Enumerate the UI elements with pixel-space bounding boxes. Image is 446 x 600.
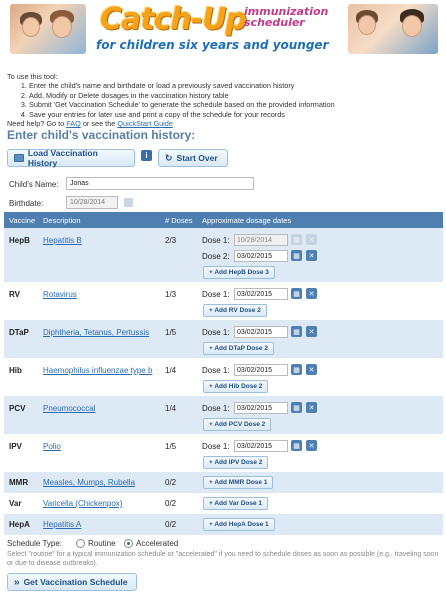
- start-over-button[interactable]: ↻ Start Over: [158, 149, 228, 167]
- header-photo-children-left: [10, 4, 86, 54]
- vaccine-table-header: [4, 212, 443, 228]
- dose-label: Dose 2:: [202, 252, 230, 261]
- section-title: Enter child's vaccination history:: [7, 128, 196, 142]
- dose-label: Dose 1:: [202, 442, 230, 451]
- folder-icon: [14, 154, 24, 162]
- calendar-icon[interactable]: ▦: [291, 326, 302, 337]
- calendar-icon[interactable]: ▦: [291, 250, 302, 261]
- delete-icon[interactable]: ✕: [306, 234, 317, 245]
- birthdate-input[interactable]: 10/28/2014: [66, 196, 118, 209]
- dose-count: 1/5: [165, 442, 177, 451]
- child-name-label: Child's Name:: [9, 180, 59, 189]
- vaccine-code: RV: [9, 290, 20, 299]
- dose-count: 1/3: [165, 290, 177, 299]
- instructions: To use this tool: 1. Enter the child's name and birthdate or load a previously saved vaccination history 2. Add, Modify or Delete dosages in the vaccination history table 3. Submit 'Get Vaccination Schedule' to generate the schedule based on the provided information 4. Save your entries for later use and print a copy of the schedule for your records Need help? Go to FAQ or see the QuickStart Guide: [7, 72, 439, 128]
- vaccine-code: PCV: [9, 404, 26, 413]
- table-row-var: [4, 493, 443, 514]
- vaccine-description-link[interactable]: Rotavirus: [43, 290, 77, 299]
- dose-count: 0/2: [165, 520, 177, 529]
- table-row-ipv: [4, 434, 443, 472]
- calendar-icon[interactable]: ▦: [291, 364, 302, 375]
- calendar-icon[interactable]: ▦: [291, 234, 302, 245]
- vaccine-code: MMR: [9, 478, 29, 487]
- vaccine-code: HepB: [9, 236, 30, 245]
- schedule-type-label: Schedule Type:: [7, 539, 63, 548]
- add-dose-button[interactable]: + Add Hib Dose 2: [203, 380, 268, 393]
- table-row-pcv: [4, 396, 443, 434]
- dose-date-input[interactable]: 03/02/2015: [234, 288, 288, 300]
- chevron-right-icon: »: [14, 576, 20, 588]
- instruction-step: 2. Add, Modify or Delete dosages in the vaccination history table: [29, 91, 439, 100]
- birthdate-label: Birthdate:: [9, 199, 44, 208]
- dose-date-input[interactable]: 03/02/2015: [234, 250, 288, 262]
- instruction-step: 1. Enter the child's name and birthdate or load a previously saved vaccination history: [29, 81, 439, 90]
- dose-label: Dose 1:: [202, 236, 230, 245]
- dose-count: 1/5: [165, 328, 177, 337]
- col-dates: Approximate dosage dates: [202, 216, 292, 225]
- dose-label: Dose 1:: [202, 404, 230, 413]
- add-dose-button[interactable]: + Add Var Dose 1: [203, 497, 268, 510]
- instruction-step: 4. Save your entries for later use and print a copy of the schedule for your records: [29, 110, 439, 119]
- vaccine-code: IPV: [9, 442, 22, 451]
- col-description: Description: [43, 216, 81, 225]
- help-line: Need help? Go to FAQ or see the QuickStart Guide: [7, 119, 173, 129]
- add-dose-button[interactable]: + Add PCV Dose 2: [203, 418, 271, 431]
- vaccine-code: HepA: [9, 520, 30, 529]
- delete-icon[interactable]: ✕: [306, 364, 317, 375]
- dose-date-input[interactable]: 03/02/2015: [234, 402, 288, 414]
- delete-icon[interactable]: ✕: [306, 402, 317, 413]
- calendar-icon[interactable]: [124, 198, 133, 207]
- logo-subtitle: immunization scheduler: [244, 5, 329, 29]
- vaccine-description-link[interactable]: Hepatitis A: [43, 520, 82, 529]
- calendar-icon[interactable]: ▦: [291, 288, 302, 299]
- logo-tagline: for children six years and younger: [96, 38, 329, 52]
- instruction-step: 3. Submit 'Get Vaccination Schedule' to generate the schedule based on the provided information: [29, 100, 439, 109]
- add-dose-button[interactable]: + Add HepA Dose 1: [203, 518, 275, 531]
- schedule-type-note: Select "routine" for a typical immunization schedule or "accelerated" if you need to schedule doses as soon as possible (e.g., traveling soon or due to disease outbreaks).: [7, 551, 439, 567]
- table-row-dtap: [4, 320, 443, 358]
- delete-icon[interactable]: ✕: [306, 250, 317, 261]
- add-dose-button[interactable]: + Add HepB Dose 3: [203, 266, 275, 279]
- get-schedule-button[interactable]: » Get Vaccination Schedule: [7, 573, 137, 591]
- dose-label: Dose 1:: [202, 328, 230, 337]
- vaccine-code: DTaP: [9, 328, 29, 337]
- quickstart-guide-link[interactable]: QuickStart Guide: [117, 119, 173, 129]
- dose-date-input[interactable]: 03/02/2015: [234, 364, 288, 376]
- logo-title: Catch-Up: [100, 2, 247, 37]
- routine-radio-label[interactable]: Routine: [88, 539, 116, 548]
- table-row-hib: [4, 358, 443, 396]
- dose-count: 0/2: [165, 499, 177, 508]
- delete-icon[interactable]: ✕: [306, 440, 317, 451]
- faq-link[interactable]: FAQ: [66, 119, 81, 129]
- dose-date-input[interactable]: 03/02/2015: [234, 326, 288, 338]
- load-history-button[interactable]: Load Vaccination History: [7, 149, 135, 167]
- table-row-hepb: [4, 228, 443, 282]
- dose-count: 2/3: [165, 236, 177, 245]
- dose-label: Dose 1:: [202, 366, 230, 375]
- refresh-icon: ↻: [165, 152, 173, 163]
- delete-icon[interactable]: ✕: [306, 288, 317, 299]
- routine-radio[interactable]: [76, 539, 85, 548]
- child-name-input[interactable]: Jonas: [66, 177, 254, 190]
- calendar-icon[interactable]: ▦: [291, 440, 302, 451]
- dose-count: 1/4: [165, 404, 177, 413]
- vaccine-description-link[interactable]: Hepatitis B: [43, 236, 82, 245]
- vaccine-code: Var: [9, 499, 22, 508]
- vaccine-description-link[interactable]: Diphtheria, Tetanus, Pertussis: [43, 328, 150, 337]
- dose-date-input[interactable]: 03/02/2015: [234, 440, 288, 452]
- calendar-icon[interactable]: ▦: [291, 402, 302, 413]
- col-vaccine: Vaccine: [9, 216, 36, 225]
- add-dose-button[interactable]: + Add DTaP Dose 2: [203, 342, 274, 355]
- vaccine-code: Hib: [9, 366, 22, 375]
- app-header: [0, 0, 446, 62]
- table-row-hepa: [4, 514, 443, 535]
- delete-icon[interactable]: ✕: [306, 326, 317, 337]
- info-icon[interactable]: i: [141, 150, 152, 161]
- vaccine-description-link[interactable]: Haemophilus influenzae type b: [43, 366, 153, 375]
- table-row-rv: [4, 282, 443, 320]
- add-dose-button[interactable]: + Add RV Dose 2: [203, 304, 267, 317]
- col-doses: # Doses: [165, 216, 193, 225]
- dose-date-input[interactable]: 10/28/2014: [234, 234, 288, 246]
- add-dose-button[interactable]: + Add MMR Dose 1: [203, 476, 273, 489]
- dose-count: 1/4: [165, 366, 177, 375]
- table-row-mmr: [4, 472, 443, 493]
- accelerated-radio[interactable]: [124, 539, 133, 548]
- add-dose-button[interactable]: + Add IPV Dose 2: [203, 456, 268, 469]
- vaccine-description-link[interactable]: Pneumococcal: [43, 404, 96, 413]
- vaccine-description-link[interactable]: Measles, Mumps, Rubella: [43, 478, 136, 487]
- vaccine-description-link[interactable]: Polio: [43, 442, 61, 451]
- dose-label: Dose 1:: [202, 290, 230, 299]
- vaccine-description-link[interactable]: Varicella (Chickenpox): [43, 499, 123, 508]
- header-photo-children-right: [348, 4, 438, 54]
- accelerated-radio-label[interactable]: Accelerated: [136, 539, 179, 548]
- dose-count: 0/2: [165, 478, 177, 487]
